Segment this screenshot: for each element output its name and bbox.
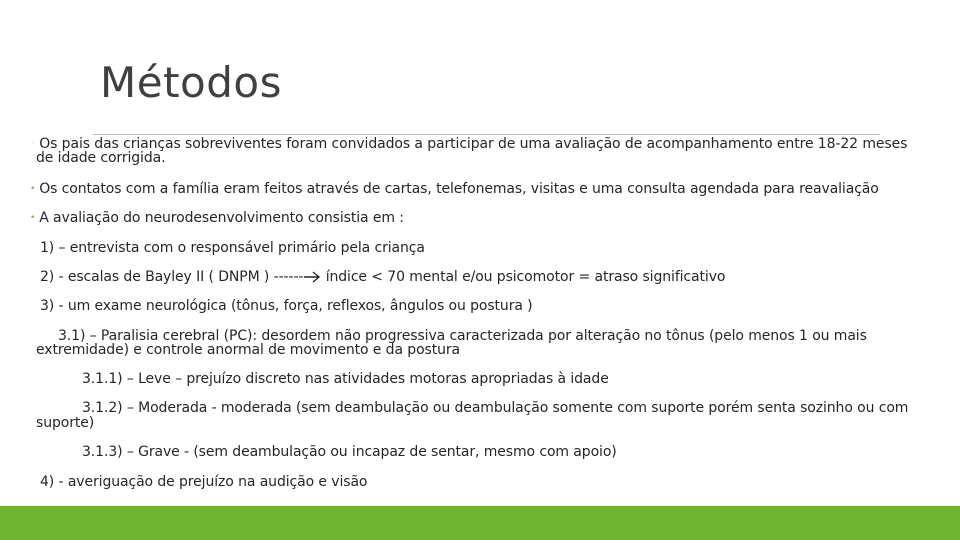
bullet-2 xyxy=(30,182,879,197)
list-item-3-1-3: 3.1.3) – Grave - (sem deambulação ou incapaz de sentar, mesmo com apoio) xyxy=(82,444,617,460)
bullet-2-text: Os contatos com a família eram feitos através de cartas, telefonemas, visitas e uma consulta agendada para reavaliação xyxy=(39,181,879,197)
list-item-2 xyxy=(40,270,725,285)
footer-bar xyxy=(0,506,960,540)
bullet-dot-icon: • xyxy=(30,139,36,149)
list-item-2-before: 2) - escalas de Bayley II ( DNPM ) ------ xyxy=(40,269,304,285)
list-item-3-1-2-line2: suporte) xyxy=(36,415,95,431)
list-item-3-1-1: 3.1.1) – Leve – prejuízo discreto nas atividades motoras apropriadas à idade xyxy=(82,371,609,387)
list-item-3: 3) - um exame neurológica (tônus, força, reflexos, ângulos ou postura ) xyxy=(40,298,533,314)
list-item-3-1-line1: 3.1) – Paralisia cerebral (PC): desordem não progressiva caracterizada por alteração no tônus (pelo menos 1 ou mais xyxy=(58,328,867,344)
list-item-4: 4) - averiguação de prejuízo na audição e visão xyxy=(40,474,368,490)
right-arrow-icon xyxy=(303,271,321,283)
title-divider xyxy=(93,134,880,135)
bullet-dot-icon: • xyxy=(30,213,36,223)
bullet-1-line1: Os pais das crianças sobreviventes foram convidados a participar de uma avaliação de acompanhamento entre 18-22 meses xyxy=(39,136,908,152)
bullet-dot-icon: • xyxy=(30,184,36,194)
list-item-2-after: índice < 70 mental e/ou psicomotor = atraso significativo xyxy=(321,269,726,285)
bullet-3 xyxy=(30,211,404,226)
bullet-1-continuation: de idade corrigida. xyxy=(36,150,166,166)
list-item-3-1-2-line1: 3.1.2) – Moderada - moderada (sem deambulação ou deambulação somente com suporte porém senta sozinho ou com xyxy=(82,400,909,416)
bullet-3-text: A avaliação do neurodesenvolvimento consistia em : xyxy=(39,210,404,226)
list-item-1: 1) – entrevista com o responsável primário pela criança xyxy=(40,240,425,256)
slide-title: Métodos xyxy=(100,58,282,107)
list-item-3-1-line2: extremidade) e controle anormal de movimento e da postura xyxy=(36,342,461,358)
